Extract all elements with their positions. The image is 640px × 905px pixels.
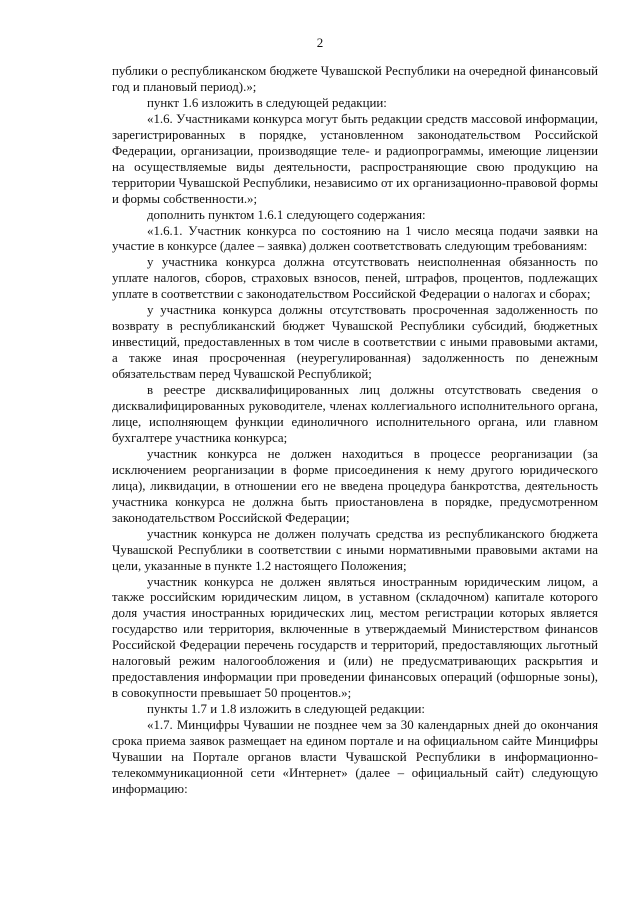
paragraph-requirement-disqualified: в реестре дисквалифицированных лиц должны отсутствовать сведения о дисквалифицированных руководителе, членах коллегиального исполнительного органа, лице, исполняющем функции единоличного исполнительного органа, или главном бухгалтере участника конкурса; — [112, 383, 598, 445]
paragraph-clause-1-6: «1.6. Участниками конкурса могут быть редакции средств массовой информации, зарегистрированных в порядке, установленном законодательством Российской Федерации, организации, производящие теле- и радиопрограммы, имеющие лицензии на осуществляемые виды деятельности, распространяющие свою продукцию на территории Чувашской Республики, независимо от их организационно-правовой формы и формы собственности.»; — [112, 111, 598, 206]
paragraph-instruction-1-7-1-8: пункты 1.7 и 1.8 изложить в следующей редакции: — [147, 702, 425, 717]
paragraph-requirement-foreign: участник конкурса не должен являться иностранным юридическим лицом, а также российским юридическим лицом, в уставном (складочном) капитале которого доля участия иностранных юридических лиц, местом регистрации которых является государство или территория, включенные в утверждаемый Министерством финансов Российской Федерации перечень государств и территорий, предоставляющих льготный налоговый режим налогообложения и (или) не предусматривающих раскрытия и предоставления информации при проведении финансовых операций (офшорные зоны), в совокупности превышает 50 процентов.»; — [112, 574, 598, 701]
page-number: 2 — [316, 35, 324, 50]
paragraph-clause-1-6-1: «1.6.1. Участник конкурса по состоянию на 1 число месяца подачи заявки на участие в конкурсе (далее – заявка) должен соответствовать следующим требованиям: — [112, 223, 598, 254]
paragraph-instruction-1-6-1: дополнить пунктом 1.6.1 следующего содержания: — [147, 207, 426, 222]
document-body — [112, 64, 598, 798]
paragraph-requirement-debts: у участника конкурса должны отсутствовать просроченная задолженность по возврату в республиканский бюджет Чувашской Республики субсидий, бюджетных инвестиций, предоставленных в том числе в соответствии с иными правовыми актами, а также иная просроченная (неурегулированная) задолженность по денежным обязательствам перед Чувашской Республикой; — [112, 303, 598, 382]
paragraph-requirement-other-funds: участник конкурса не должен получать средства из республиканского бюджета Чувашской Республики в соответствии с иными нормативными правовыми актами на цели, указанные в пункте 1.2 настоящего Положения; — [112, 526, 598, 573]
paragraph-instruction-1-6: пункт 1.6 изложить в следующей редакции: — [147, 95, 387, 110]
paragraph-requirement-reorganization: участник конкурса не должен находиться в процессе реорганизации (за исключением реорганизации в форме присоединения к нему другого юридического лица), ликвидации, в отношении его не введена процедура банкротства, деятельность участника конкурса не должна быть приостановлена в порядке, предусмотренном законодательством Российской Федерации; — [112, 446, 598, 525]
paragraph-clause-1-7: «1.7. Минцифры Чувашии не позднее чем за 30 календарных дней до окончания срока приема заявок размещает на едином портале и на официальном сайте Минцифры Чувашии на Портале органов власти Чувашской Республики в информационно-телекоммуникационной сети «Интернет» (далее – официальный сайт) следующую информацию: — [112, 718, 598, 796]
paragraph-continuation: публики о республиканском бюджете Чувашской Республики на очередной финансовый год и плановый период).»; — [112, 64, 598, 94]
paragraph-requirement-taxes: у участника конкурса должна отсутствовать неисполненная обязанность по уплате налогов, сборов, страховых взносов, пеней, штрафов, процентов, подлежащих уплате в соответствии с законодательством Российской Федерации о налогах и сборах; — [112, 255, 598, 302]
